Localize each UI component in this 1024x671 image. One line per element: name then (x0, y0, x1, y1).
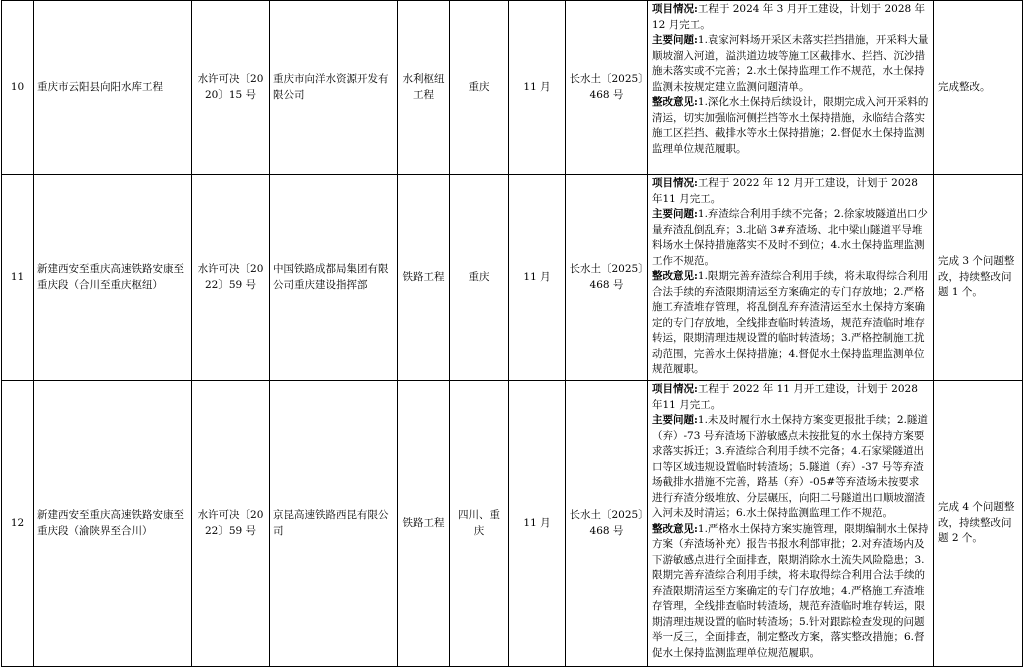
opinions-text: 1.严格水土保持方案实施管理，限期编制水土保持方案（弃渣场补充）报告书报水利部审批；2.对弃渣场内及下游敏感点进行全面排查，限期消除水土流失风险隐患；3.限期完善弃渣综合利用手续，将未取得综合利用合法手续的弃渣限期清运至方案确定的专门存放地；4.严格施工弃渣堆存管理，全线排查临时转渣场，规范弃渣临时堆存转运，限期清理违规设置的临时转渣场；5.针对跟踪检查发现的问题举一反三，全面排查，制定整改方案，落实整改措施；6.督促水土保持监测监理单位规范履职。 (652, 522, 929, 659)
table-row (2, 381, 1023, 667)
inspection-details (648, 1, 934, 175)
project-name: 新建西安至重庆高速铁路安康至重庆段（合川至重庆枢纽） (34, 175, 192, 381)
opinions-text: 1.深化水土保持后续设计，限期完成入河开采料的清运，切实加强临河侧拦挡等水土保持措施，永临结合落实施工区拦挡、截排水等水土保持措施；2.督促水土保持监测监理单位规范履职。 (652, 96, 929, 155)
notice-number: 长水土〔2025〕468 号 (566, 381, 648, 667)
opinions-paragraph (652, 95, 929, 157)
opinions-label: 整改意见: (652, 522, 698, 535)
table-row (2, 1, 1023, 175)
region: 四川、重庆 (450, 381, 509, 667)
problems-paragraph (652, 33, 929, 95)
situation-paragraph (652, 2, 929, 33)
inspection-details (648, 175, 934, 381)
opinions-label: 整改意见: (652, 96, 698, 108)
situation-paragraph (652, 382, 929, 413)
rectification-result: 完成 4 个问题整改，持续整改问题 2 个。 (934, 381, 1023, 667)
construction-unit: 京昆高速铁路西昆有限公司 (270, 381, 398, 667)
problems-paragraph (652, 413, 929, 522)
problems-paragraph (652, 207, 929, 269)
row-number: 12 (2, 381, 34, 667)
supervision-table (1, 0, 1023, 667)
project-type: 铁路工程 (398, 175, 450, 381)
table-row (2, 175, 1023, 381)
problems-label: 主要问题: (652, 34, 698, 46)
problems-text: 1.袁家河料场开采区未落实拦挡措施，开采料大量顺坡溜入河道，溢洪道边坡等施工区截排水、拦挡、沉沙措施未落实或不完善；2.水土保持监理工作不规范，水土保持监测未按规定建立监测问题清单。 (652, 34, 929, 93)
inspection-month: 11 月 (509, 381, 566, 667)
problems-text: 1.弃渣综合利用手续不完备；2.徐家坡隧道出口少量弃渣乱倒乱弃；3.北碚 3#弃渣场、北中梁山隧道平导堆料场水土保持措施落实不及时不到位；4.水土保持监理监测工作不规范。 (652, 208, 928, 267)
situation-label: 项目情况: (652, 177, 698, 189)
situation-text: 工程于 2022 年 11 月开工建设，计划于 2028 年11 月完工。 (652, 383, 918, 411)
row-number: 10 (2, 1, 34, 175)
situation-paragraph (652, 176, 929, 207)
construction-unit: 重庆市向洋水资源开发有限公司 (270, 1, 398, 175)
opinions-text: 1.限期完善弃渣综合利用手续，将未取得综合利用合法手续的弃渣限期清运至方案确定的专门存放地；2.严格施工弃渣堆存管理，将乱倒乱弃弃渣清运至水土保持方案确定的专门存放地，全线排查临时转渣场，规范弃渣临时堆存转运，限期清理违规设置的临时转渣场；3.严格控制施工扰动范围，完善水土保持措施；4.督促水土保持监理监测单位规范履职。 (652, 270, 929, 375)
inspection-month: 11 月 (509, 1, 566, 175)
inspection-month: 11 月 (509, 175, 566, 381)
situation-text: 工程于 2022 年 12 月开工建设，计划于 2028 年11 月完工。 (652, 177, 918, 205)
situation-label: 项目情况: (652, 3, 698, 15)
problems-text: 1.未及时履行水土保持方案变更报批手续；2.隧道（弃）-73 号弃渣场下游敏感点未按批复的水土保持方案要求落实拆迁；3.弃渣综合利用手续不完备；4.石家梁隧道出口等区域违规设置临时转渣场；5.隧道（弃）-37 号等弃渣场截排水措施不完善，路基（弃）-05#等弃渣场未按要求进行弃渣分级堆放、分层碾压，向阳二号隧道出口顺坡溜渣入河未及时清运；6.水土保持监测监理工作不规范。 (652, 414, 928, 519)
notice-number: 长水土〔2025〕468 号 (566, 1, 648, 175)
opinions-paragraph (652, 522, 929, 662)
approval-number: 水许可决〔2020〕15 号 (192, 1, 270, 175)
region: 重庆 (450, 175, 509, 381)
problems-label: 主要问题: (652, 208, 698, 220)
opinions-paragraph (652, 269, 929, 378)
project-name: 新建西安至重庆高速铁路安康至重庆段（渝陕界至合川） (34, 381, 192, 667)
project-type: 铁路工程 (398, 381, 450, 667)
approval-number: 水许可决〔2022〕59 号 (192, 381, 270, 667)
project-type: 水利枢纽工程 (398, 1, 450, 175)
approval-number: 水许可决〔2022〕59 号 (192, 175, 270, 381)
rectification-result: 完成 3 个问题整改，持续整改问题 1 个。 (934, 175, 1023, 381)
construction-unit: 中国铁路成都局集团有限公司重庆建设指挥部 (270, 175, 398, 381)
problems-label: 主要问题: (652, 414, 698, 426)
inspection-details (648, 381, 934, 667)
notice-number: 长水土〔2025〕468 号 (566, 175, 648, 381)
row-number: 11 (2, 175, 34, 381)
project-name: 重庆市云阳县向阳水库工程 (34, 1, 192, 175)
opinions-label: 整改意见: (652, 270, 698, 282)
region: 重庆 (450, 1, 509, 175)
situation-text: 工程于 2024 年 3 月开工建设，计划于 2028 年12 月完工。 (652, 3, 926, 31)
rectification-result: 完成整改。 (934, 1, 1023, 175)
situation-label: 项目情况: (652, 383, 698, 395)
